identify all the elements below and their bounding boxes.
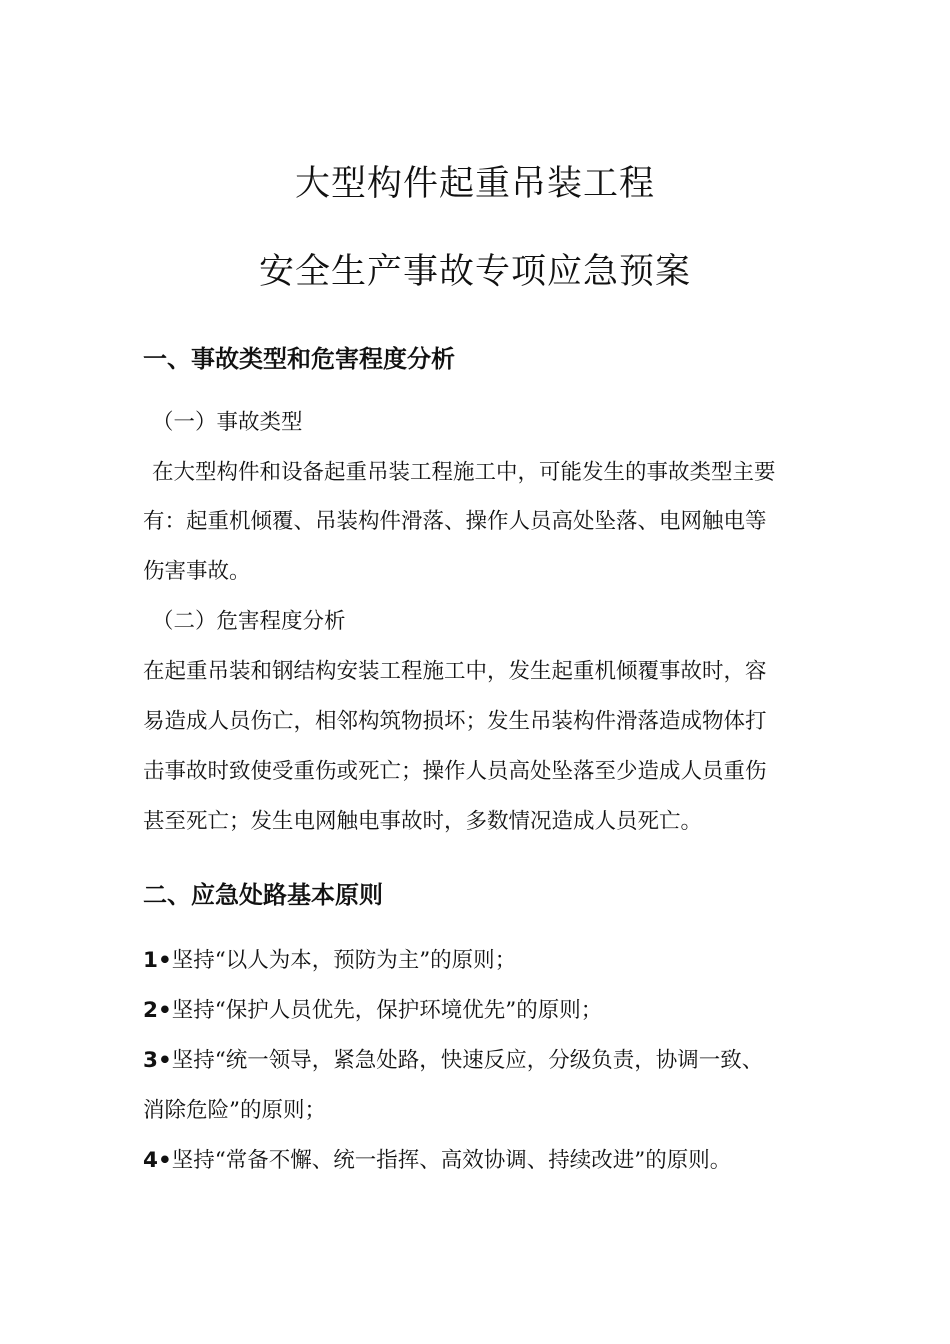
subsection-2-heading: （二）危害程度分析 (152, 609, 346, 634)
principle-item (143, 1146, 731, 1176)
principle-text: 消除危险”的原则； (143, 1098, 326, 1123)
principle-item-continuation (143, 1096, 326, 1126)
paragraph-line: 甚至死亡；发生电网触电事故时，多数情况造成人员死亡。 (143, 809, 703, 834)
paragraph-line: 在起重吊装和钢结构安装工程施工中，发生起重机倾覆事故时，容 (143, 659, 767, 684)
section-2-heading: 二、应急处路基本原则 (143, 881, 383, 909)
principle-text: 坚持“统一领导，紧急处路，快速反应，分级负责，协调一致、 (171, 1048, 764, 1073)
principle-number: 4• (143, 1148, 172, 1173)
principle-text: 坚持“常备不懈、统一指挥、高效协调、持续改进”的原则。 (171, 1148, 732, 1173)
document-title-line-1: 大型构件起重吊装工程 (294, 164, 655, 204)
paragraph-line: 伤害事故。 (143, 559, 251, 584)
principle-item (143, 1046, 763, 1076)
paragraph-line: 击事故时致使受重伤或死亡；操作人员高处坠落至少造成人员重伤 (143, 759, 767, 784)
principle-item (143, 996, 602, 1026)
principle-number: 2• (143, 998, 172, 1023)
subsection-1-heading: （一）事故类型 (152, 410, 303, 435)
paragraph-line: 有：起重机倾覆、吊装构件滑落、操作人员高处坠落、电网触电等 (143, 509, 767, 534)
principle-number: 3• (143, 1048, 172, 1073)
section-1-heading: 一、事故类型和危害程度分析 (143, 345, 455, 373)
principle-text: 坚持“保护人员优先，保护环境优先”的原则； (171, 998, 603, 1023)
principle-text: 坚持“以人为本，预防为主”的原则； (171, 948, 517, 973)
principle-number: 1• (143, 948, 172, 973)
principle-item (143, 946, 516, 976)
paragraph-line: 在大型构件和设备起重吊装工程施工中，可能发生的事故类型主要 (152, 460, 776, 485)
paragraph-line: 易造成人员伤亡，相邻构筑物损坏；发生吊装构件滑落造成物体打 (143, 709, 767, 734)
document-title-line-2: 安全生产事故专项应急预案 (258, 252, 691, 292)
